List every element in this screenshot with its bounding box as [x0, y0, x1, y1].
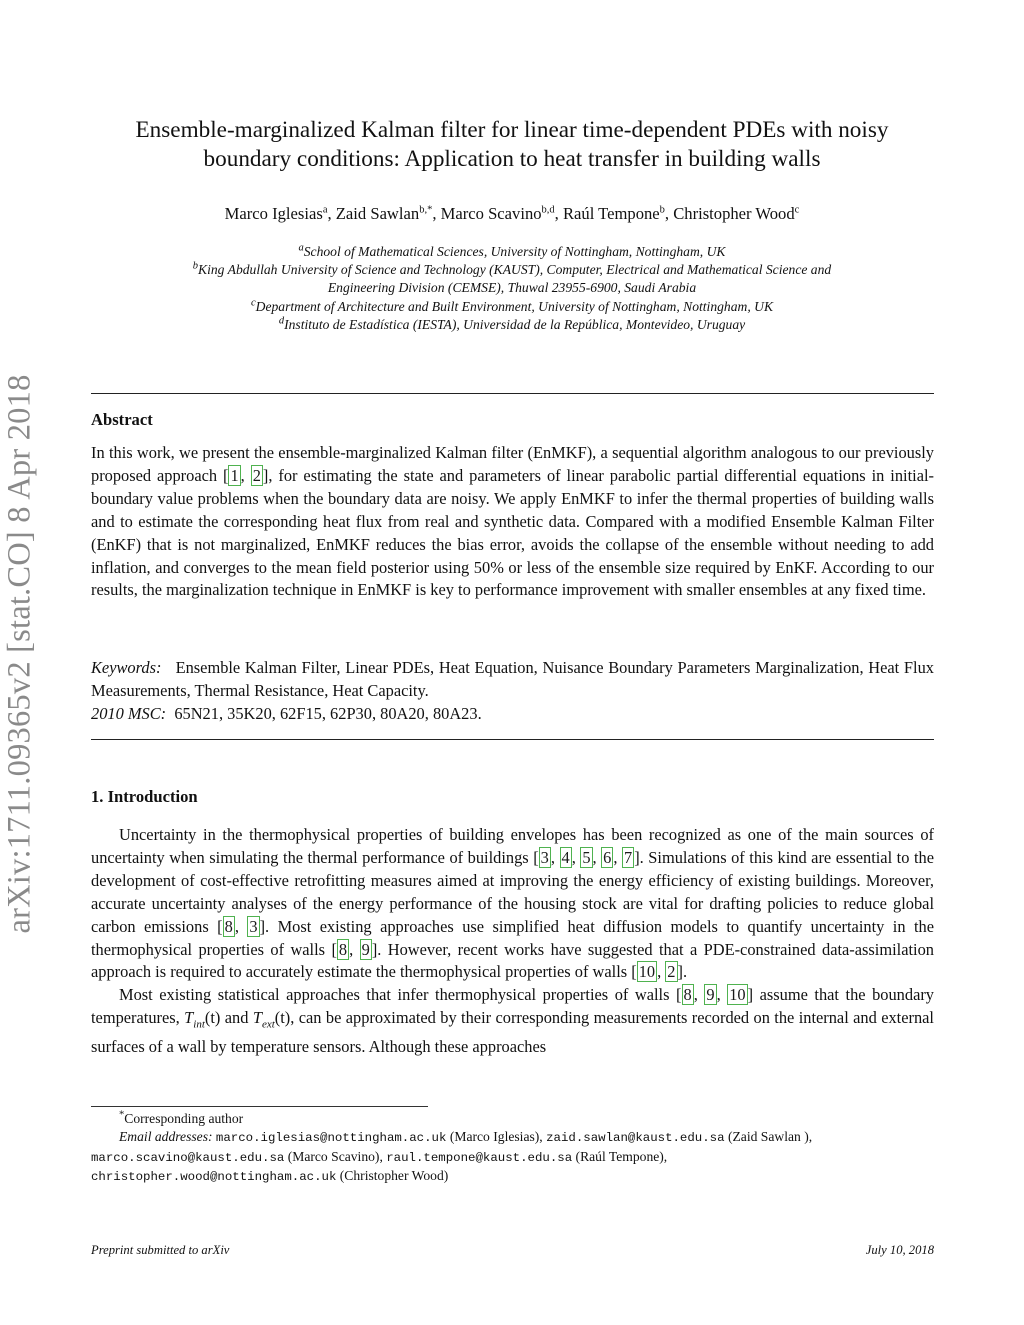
affiliation: $^c$Department of Architecture and Built Environment, University of Nottingham, Nottingham, UK — [250, 297, 774, 314]
footer-preprint-note: Preprint submitted to arXiv — [91, 1243, 230, 1257]
author: Marco Scavino$^{b,d}$, — [440, 204, 563, 223]
footer-date: July 10, 2018 — [865, 1243, 934, 1257]
email-link[interactable]: christopher.wood@nottingham.ac.uk — [91, 1170, 337, 1185]
citation-link[interactable]: 10 — [729, 985, 746, 1005]
citation-link[interactable]: 3 — [540, 847, 549, 867]
email-link[interactable]: raul.tempone@kaust.edu.sa — [386, 1150, 573, 1165]
keywords-block — [91, 657, 934, 726]
msc-label: 2010 MSC: — [91, 703, 167, 723]
keywords-line — [91, 657, 934, 703]
citation-link[interactable]: 9 — [706, 985, 715, 1005]
citation-link[interactable]: 9 — [361, 939, 370, 959]
author: Christopher Wood$^c$ — [673, 204, 800, 223]
keywords-text: Ensemble Kalman Filter, Linear PDEs, Heat Equation, Nuisance Boundary Parameters Marginalization, Heat Flux Measurements, Thermal Resistance, Heat Capacity. — [91, 658, 934, 700]
intro-paragraph: Uncertainty in the thermophysical properties of building envelopes has been recognized as one of the main sources of uncertainty when simulating the thermal performance of buildings [ 3 , 4 , 5 , 6 , 7 ]. Simulations of this kind are essential to the development of cost-effective retrofitting measures aimed at improving the energy efficiency of existing buildings. Moreover, accurate uncertainty analyses of the energy performance of the housing stock are vital for drafting policies to reduce global carbon emissions [ 8 , 3 ]. Most existing approaches use simplified heat diffusion models to quantify uncertainty in the thermophysical properties of walls [ 8 , 9 ]. However, recent works have suggested that a PDE-constrained data-assimilation approach is required to accurately estimate the thermophysical properties of walls [ 10 , 2 ]. — [91, 825, 934, 982]
author: Raúl Tempone$^b$, — [562, 204, 674, 223]
footnote — [91, 1110, 934, 1187]
citation-link[interactable]: 10 — [638, 962, 656, 982]
email-line: Email addresses: marco.iglesias@nottingham.ac.uk (Marco Iglesias), zaid.sawlan@kaust.edu.sa (Zaid Sawlan ), — [119, 1128, 813, 1145]
author: Zaid Sawlan$^{b,*}$, — [335, 204, 441, 223]
math-t-ext: $T_{ext}$ — [252, 1008, 275, 1031]
email-link[interactable]: marco.scavino@kaust.edu.sa — [91, 1150, 285, 1165]
affiliation: $^a$School of Mathematical Sciences, University of Nottingham, Nottingham, UK — [298, 242, 726, 259]
math-t-int: $T_{int}$ — [184, 1008, 205, 1031]
footnote-rule — [91, 1106, 428, 1107]
title-line-2: boundary conditions: Application to heat transfer in building walls — [203, 146, 821, 172]
citation-link[interactable]: 1 — [230, 465, 239, 485]
citation-link[interactable]: 2 — [252, 465, 261, 485]
citation-link[interactable]: 4 — [561, 847, 570, 867]
email-link[interactable]: marco.iglesias@nottingham.ac.uk — [215, 1130, 447, 1145]
msc-line — [91, 703, 934, 726]
affiliation: Engineering Division (CEMSE), Thuwal 23955-6900, Saudi Arabia — [327, 280, 697, 296]
abstract-top-rule — [91, 393, 934, 394]
email-link[interactable]: zaid.sawlan@kaust.edu.sa — [546, 1130, 725, 1145]
affiliation: $^b$King Abdullah University of Science and Technology (KAUST), Computer, Electrical and Mathematical Science and — [192, 260, 832, 278]
msc-codes: 65N21, 35K20, 62F15, 62P30, 80A20, 80A23. — [174, 703, 482, 723]
citation-link[interactable]: 2 — [667, 962, 676, 982]
abstract-body — [91, 442, 934, 602]
arxiv-identifier: arXiv:1711.09365v2 [stat.CO] 8 Apr 2018 — [1, 374, 38, 934]
citation-link[interactable]: 3 — [249, 916, 258, 936]
author: Marco Iglesias$^a$, — [224, 204, 336, 223]
email-line: christopher.wood@nottingham.ac.uk (Christopher Wood) — [91, 1168, 449, 1185]
citation-link[interactable]: 5 — [582, 847, 591, 867]
citation-link[interactable]: 8 — [683, 985, 692, 1005]
abstract-bottom-rule — [91, 739, 934, 740]
affiliation: $^d$Instituto de Estadística (IESTA), Universidad de la República, Montevideo, Uruguay — [278, 315, 746, 332]
intro-paragraph: Most existing statistical approaches that infer thermophysical properties of walls [ 8 , 9 , 10 ] assume that the boundary temperatures, $T_{int}(t)$ and $T_{ext}(t)$, can be approximated by their corresponding measurements recorded on the internal and external surfaces of a wall by temperature sensors. Although these approaches — [91, 985, 935, 1057]
affiliations — [90, 243, 934, 334]
corresponding-note: *Corresponding author — [119, 1109, 244, 1126]
abstract-text: In this work, we present the ensemble-marginalized Kalman filter (EnMKF), a sequential algorithm analogous to our previously proposed approach [ 1 , 2 ], for estimating the state and parameters of linear parabolic partial differential equations in initial-boundary value problems when the boundary data are noisy. We apply EnMKF to infer the thermal properties of building walls and to estimate the corresponding heat flux from real and synthetic data. Compared with a modified Ensemble Kalman Filter (EnKF) that is not marginalized, EnMKF reduces the bias error, avoids the collapse of the ensemble without needing to add inflation, and converges to the mean field posterior using 50% or less of the ensemble size required by EnKF. According to our results, the marginalization technique in EnMKF is key to performance improvement with smaller ensembles at any fixed time. — [91, 443, 934, 600]
paper-title — [80, 116, 944, 174]
title-line-1: Ensemble-marginalized Kalman filter for linear time-dependent PDEs with noisy — [135, 117, 889, 143]
abstract-heading: Abstract — [91, 410, 153, 429]
citation-link[interactable]: 8 — [338, 939, 348, 959]
introduction-body — [91, 824, 934, 1059]
keywords-label: Keywords: — [91, 658, 162, 677]
citation-link[interactable]: 6 — [603, 847, 612, 867]
citation-link[interactable]: 7 — [623, 847, 633, 867]
email-line: marco.scavino@kaust.edu.sa (Marco Scavino), raul.tempone@kaust.edu.sa (Raúl Tempone), — [91, 1148, 668, 1165]
citation-link[interactable]: 8 — [224, 916, 233, 936]
section-heading-introduction: 1. Introduction — [91, 787, 198, 806]
author-list — [80, 204, 944, 224]
